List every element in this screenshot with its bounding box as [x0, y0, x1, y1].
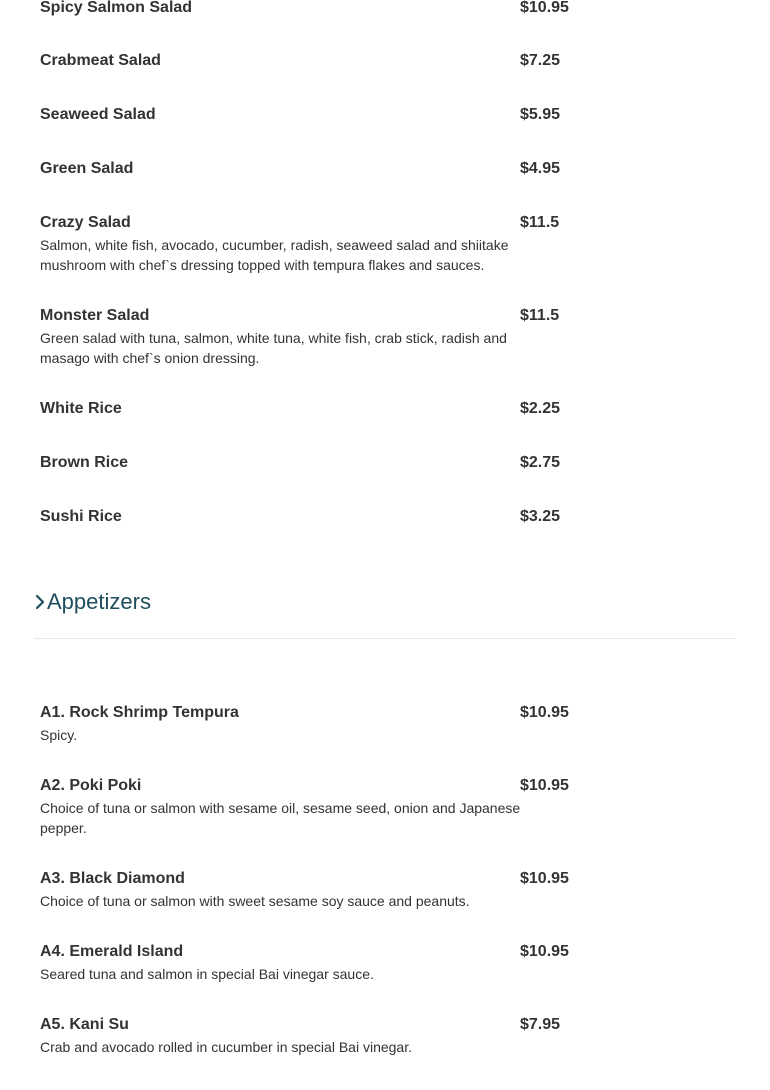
item-name: Crabmeat Salad — [40, 52, 161, 69]
item-price: $10.95 — [520, 777, 569, 794]
item-name: A3. Black Diamond — [40, 870, 185, 887]
item-description: Spicy. — [40, 727, 78, 743]
chevron-right-icon — [34, 594, 46, 610]
item-price: $3.25 — [520, 508, 561, 525]
item-name: White Rice — [40, 400, 122, 417]
item-description: Green salad with tuna, salmon, white tuna, white fish, crab stick, radish and masago with chef`s onion dressing. — [40, 330, 507, 366]
item-price: $7.25 — [520, 52, 561, 69]
item-description: Choice of tuna or salmon with sesame oil, sesame seed, onion and Japanese pepper. — [40, 800, 521, 836]
item-description: Crab and avocado rolled in cucumber in special Bai vinegar. — [40, 1039, 412, 1055]
item-name: Brown Rice — [40, 454, 129, 471]
item-name: A5. Kani Su — [40, 1016, 129, 1033]
item-price: $10.95 — [520, 704, 569, 721]
item-name: Green Salad — [40, 160, 134, 177]
item-name: A4. Emerald Island — [40, 943, 184, 960]
item-description: Seared tuna and salmon in special Bai vinegar sauce. — [40, 966, 374, 982]
item-name: A2. Poki Poki — [40, 777, 142, 794]
appetizers-section-header[interactable] — [34, 586, 736, 639]
item-name: Monster Salad — [40, 307, 150, 324]
item-price: $4.95 — [520, 160, 561, 177]
item-price: $7.95 — [520, 1016, 561, 1033]
item-price: $5.95 — [520, 106, 561, 123]
item-name: Spicy Salmon Salad — [40, 0, 193, 16]
item-name: Crazy Salad — [40, 214, 131, 231]
item-description: Choice of tuna or salmon with sweet sesame soy sauce and peanuts. — [40, 893, 470, 909]
item-price: $11.5 — [520, 307, 560, 324]
item-name: Seaweed Salad — [40, 106, 156, 123]
section-title: Appetizers — [47, 589, 151, 614]
item-price: $11.5 — [520, 214, 560, 231]
item-price: $2.75 — [520, 454, 561, 471]
item-price: $10.95 — [520, 943, 569, 960]
item-price: $10.95 — [520, 0, 569, 16]
item-name: Sushi Rice — [40, 508, 122, 525]
item-name: A1. Rock Shrimp Tempura — [40, 704, 239, 721]
item-price: $2.25 — [520, 400, 561, 417]
item-price: $10.95 — [520, 870, 569, 887]
item-description: Salmon, white fish, avocado, cucumber, radish, seaweed salad and shiitake mushroom with chef`s dressing topped with tempura flakes and sauces. — [40, 237, 509, 273]
